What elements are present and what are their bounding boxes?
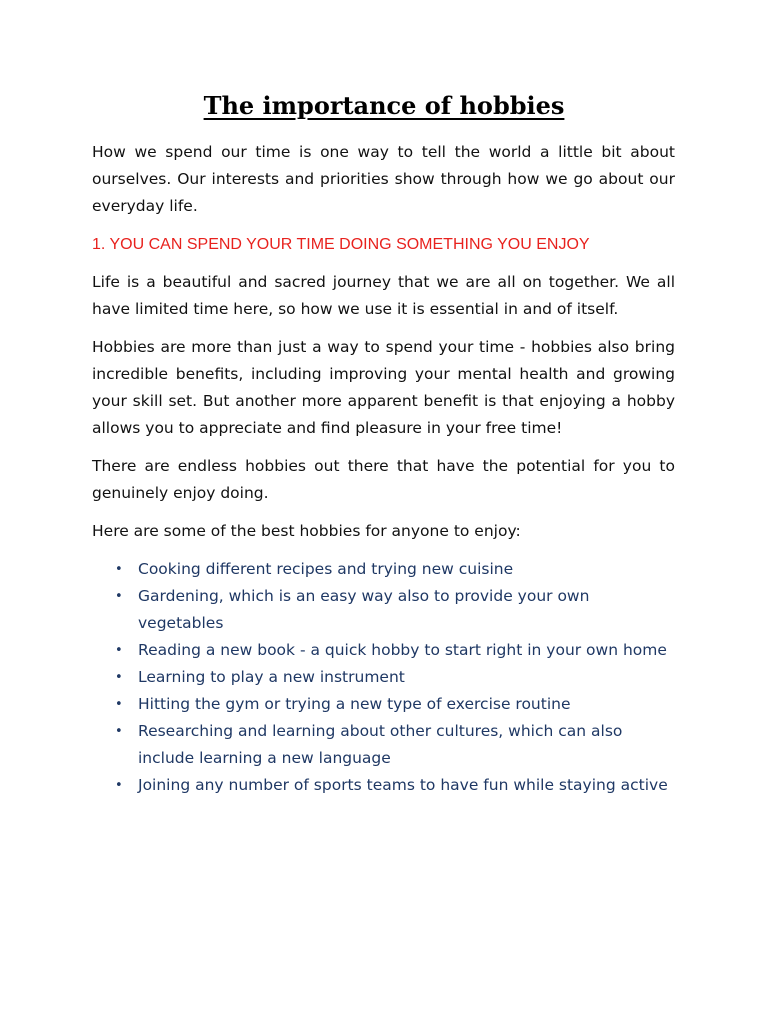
list-item [92,556,675,583]
section-heading: 1. YOU CAN SPEND YOUR TIME DOING SOMETHING YOU ENJOY [92,236,590,253]
list-item-text: Learning to play a new instrument [138,668,405,686]
bullet-icon: • [115,724,123,739]
list-item [92,664,675,691]
paragraph-list-intro: Here are some of the best hobbies for anyone to enjoy: [92,522,521,540]
bullet-icon: • [115,697,123,712]
list-item-text: Researching and learning about other cultures, which can also include learning a new language [138,722,623,767]
intro-paragraph: How we spend our time is one way to tell the world a little bit about ourselves. Our interests and priorities show through how we go about our everyday life. [92,143,675,215]
bullet-icon: • [115,670,123,685]
page-title: The importance of hobbies [203,91,565,120]
list-item [92,772,675,799]
list-item-text: Joining any number of sports teams to have fun while staying active [138,776,668,794]
paragraph-benefits: Hobbies are more than just a way to spend your time - hobbies also bring incredible benefits, including improving your mental health and growing your skill set. But another more apparent benefit is that enjoying a hobby allows you to appreciate and find pleasure in your free time! [92,338,675,437]
list-item [92,583,675,637]
hobbies-list [92,556,675,799]
list-item [92,637,675,664]
bullet-icon: • [115,643,123,658]
paragraph-endless-hobbies: There are endless hobbies out there that have the potential for you to genuinely enjoy doing. [92,457,675,502]
list-item-text: Hitting the gym or trying a new type of exercise routine [138,695,571,713]
list-item [92,718,675,772]
paragraph-journey: Life is a beautiful and sacred journey that we are all on together. We all have limited time here, so how we use it is essential in and of itself. [92,273,675,318]
list-item-text: Reading a new book - a quick hobby to start right in your own home [138,641,667,659]
document-body [92,139,675,799]
list-item-text: Cooking different recipes and trying new cuisine [138,560,514,578]
bullet-icon: • [115,778,123,793]
list-item-text: Gardening, which is an easy way also to provide your own vegetables [138,587,590,632]
bullet-icon: • [115,589,123,604]
list-item [92,691,675,718]
bullet-icon: • [115,562,123,577]
